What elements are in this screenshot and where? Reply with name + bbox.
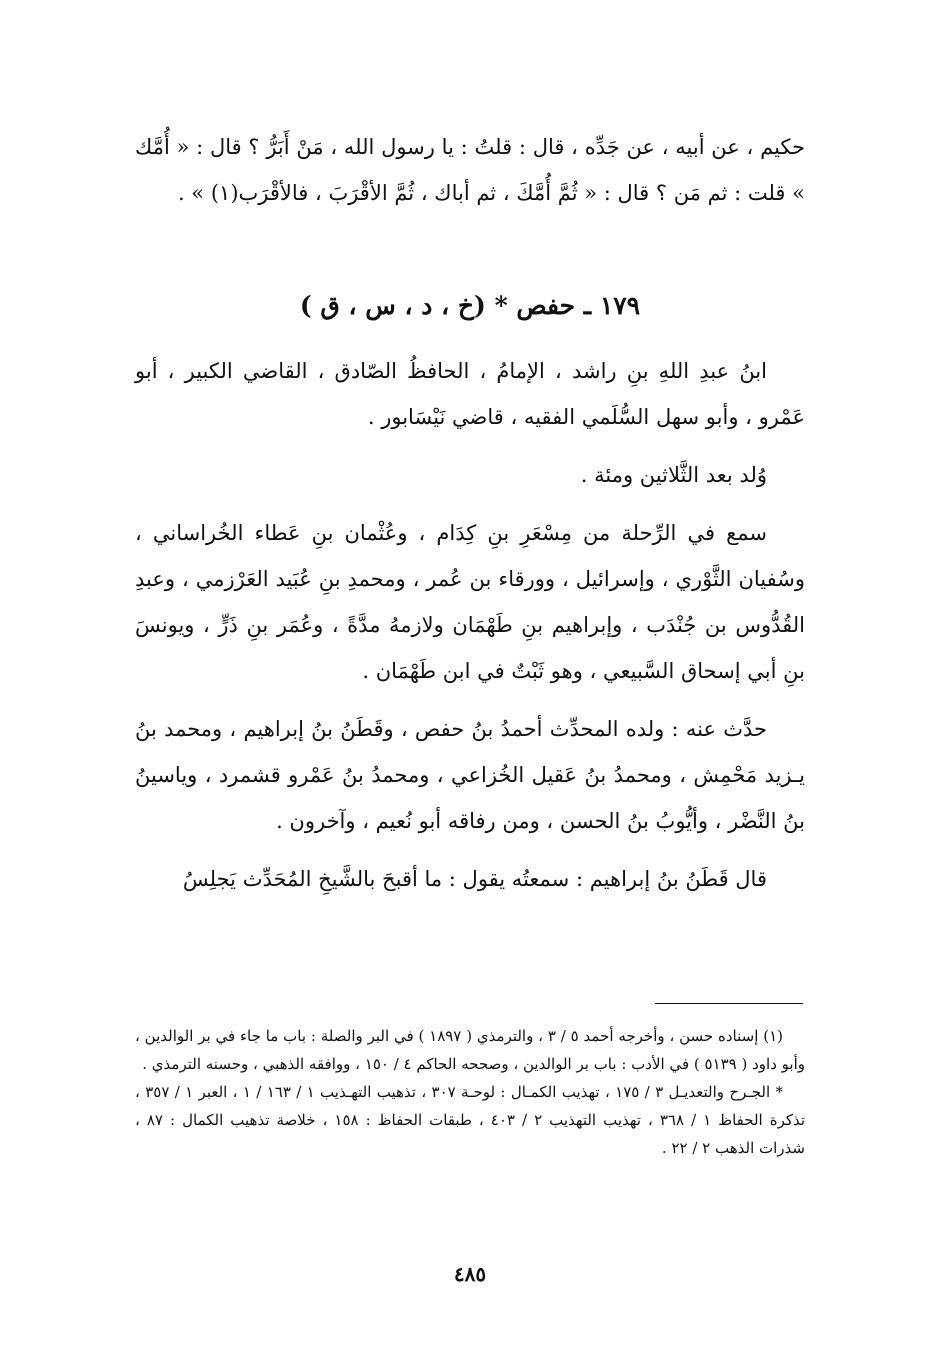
continuation-text bbox=[135, 124, 805, 216]
footnotes bbox=[135, 1022, 805, 1162]
footnote: * الجـرح والتعديـل ٣ / ١٧٥ ، تهذيب الكمـال : لوحـة ٣٠٧ ، تذهيب التهـذيب ١ / ١٦٣ / ١ ، العبر ١ / ٣٥٧ ، تذكرة الحفاظ ١ / ٣٦٨ ، تهذيب التهذيب ٢ / ٤٠٣ ، طبقات الحفاظ : ١٥٨ ، خلاصة تذهيب الكمال : ٨٧ ، شذرات الذهب ٢ / ٢٢ . bbox=[135, 1083, 806, 1157]
entry-heading: ١٧٩ ـ حفص * (خ ، د ، س ، ق ) bbox=[299, 291, 641, 320]
footnote: (١) إسناده حسن ، وأخرجه أحمد ٥ / ٣ ، والترمذي ( ١٨٩٧ ) في البر والصلة : باب ما جاء في بر الوالدين ، وأبو داود ( ٥١٣٩ ) في الأدب : باب بر الوالدين ، وصححه الحاكم ٤ / ١٥٠ ، ووافقه الذهبي ، وحسنه الترمذي . bbox=[135, 1027, 805, 1073]
body-paragraph: وُلد بعد الثَّلاثين ومئة . bbox=[580, 463, 767, 487]
page-number: ٤٨٥ bbox=[453, 1262, 487, 1286]
body-paragraph: حدَّث عنه : ولده المحدِّث أحمدُ بنُ حفص ، وقَطَنُ بنُ إبراهيم ، ومحمد بنُ يـزيد مَحْمِش ، ومحمدُ بنُ عَقيل الخُزاعي ، ومحمدُ بنُ عَمْرو قشمرد ، وياسينُ بنُ النَّضْر ، وأيُّوبُ بنُ الحسن ، ومن رفاقه أبو نُعيم ، وآخرون . bbox=[135, 717, 805, 833]
entry-body bbox=[135, 348, 805, 902]
top-paragraph: حكيم ، عن أبيه ، عن جَدِّه ، قال : قلتُ : يا رسول الله ، مَنْ أَبَرُّ ؟ قال : « أُمَّك » قلت : ثم مَن ؟ قال : « ثُمَّ أُمَّكَ ، ثم أباك ، ثُمَّ الأقْرَبَ ، فالأقْرَب(١) » . bbox=[135, 135, 805, 205]
footnote-divider bbox=[655, 1003, 803, 1004]
body-paragraph: ابنُ عبدِ اللهِ بنِ راشد ، الإمامُ ، الحافظُ الصّادق ، القاضي الكبير ، أبو عَمْرو ، وأبو سهل السُّلَمي الفقيه ، قاضي نَيْسَابور . bbox=[135, 359, 805, 429]
body-paragraph: سمع في الرِّحلة من مِسْعَرِ بنِ كِدَام ، وعُثْمان بنِ عَطاء الخُراساني ، وسُفيان الثَّوْري ، وإسرائيل ، وورقاء بن عُمر ، ومحمدِ بنِ عُبَيد العَرْزمي ، وعبدِ القُدُّوس بن جُنْدَب ، وإبراهيم بنِ طَهْمَان ولازمهُ مدَّةً ، وعُمَر بنِ ذَرٍّ ، ويونسَ بنِ أبي إسحاق السَّبيعي ، وهو ثَبْتٌ في ابن طَهْمَان . bbox=[135, 521, 805, 683]
body-paragraph: قال قَطَنُ بنُ إبراهيم : سمعتُه يقول : ما أقبحَ بالشَّيخِ المُحَدِّث يَجلِسُ bbox=[182, 867, 767, 891]
